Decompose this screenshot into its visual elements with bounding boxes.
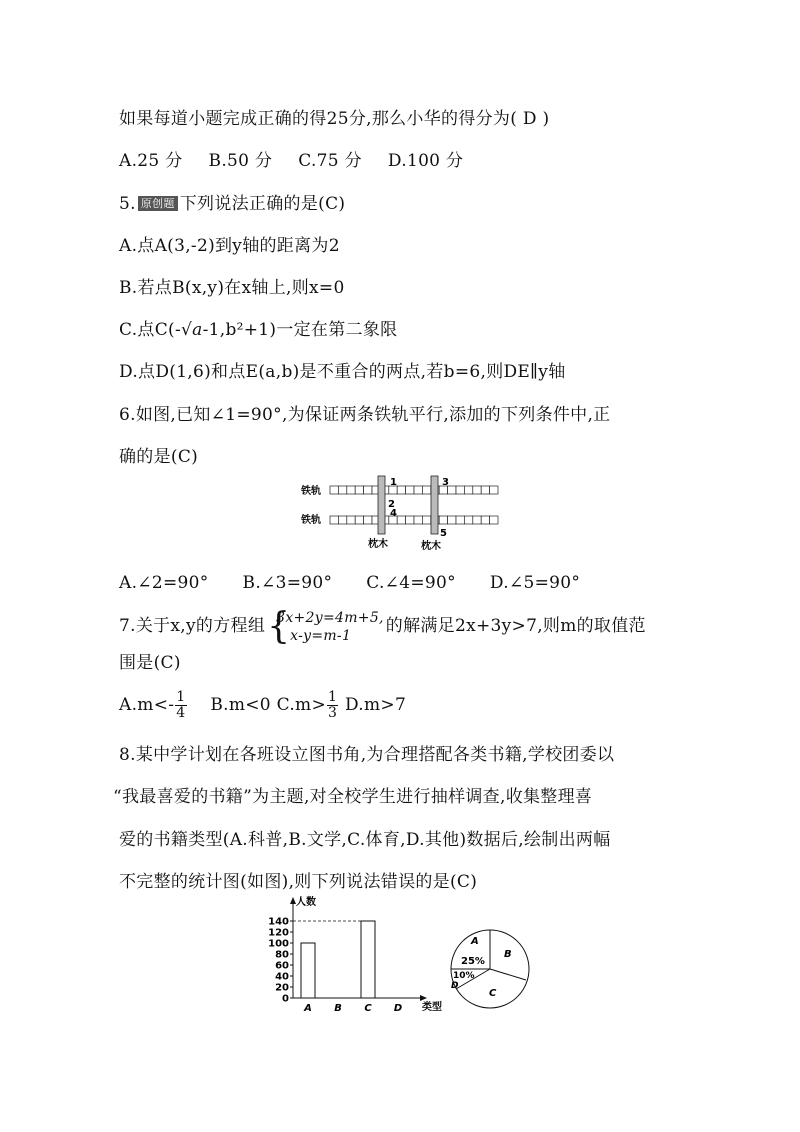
- q6-options: [119, 571, 606, 595]
- q5-stem-text: 下列说法正确的是(C): [179, 194, 346, 214]
- q7-stem-suffix: 的解满足2x+3y>7,则m的取值范: [385, 616, 646, 636]
- pie-value-d: 10%: [453, 971, 475, 981]
- pie-label-a: A: [471, 936, 479, 947]
- rail-segment: [422, 486, 430, 494]
- equation-2: x-y=m-1: [290, 627, 352, 644]
- q7-option-a: A.m<-: [119, 695, 175, 715]
- railway-figure: [300, 472, 505, 554]
- rail-bottom: [330, 516, 498, 524]
- q5-option-c-root: √a: [181, 320, 203, 340]
- rail-segment: [397, 486, 405, 494]
- rail-segment: [414, 516, 422, 524]
- rail-segment: [481, 486, 489, 494]
- rail-segment: [473, 486, 481, 494]
- q4-option-c: C.75 分: [298, 151, 362, 171]
- q8-stem-line1: 8.某中学计划在各班设立图书角,为合理搭配各类书籍,学校团委以: [119, 745, 615, 765]
- bar-chart: [262, 895, 452, 1013]
- q5-option-c: [119, 318, 397, 342]
- q7-stem-line1: [119, 606, 646, 646]
- rail-segment: [464, 516, 472, 524]
- rail-segment: [338, 516, 346, 524]
- sleeper-left: [378, 476, 385, 534]
- q8-stem-line4: 不完整的统计图(如图),则下列说法错误的是(C): [119, 872, 478, 892]
- rail-segment: [481, 516, 489, 524]
- sleeper-label-left: 枕木: [368, 539, 388, 550]
- q6-stem-line1: 6.如图,已知∠1=90°,为保证两条铁轨平行,添加的下列条件中,正: [119, 405, 611, 425]
- rail-segment: [364, 516, 372, 524]
- rail-segment: [490, 516, 498, 524]
- q5-stem: [119, 192, 345, 216]
- fraction-numerator: 1: [176, 689, 186, 705]
- y-axis-label: 人数: [296, 897, 316, 908]
- x-category-label: A: [304, 1003, 312, 1013]
- pie-label-c: C: [489, 988, 497, 999]
- q4-stem: 如果每道小题完成正确的得25分,那么小华的得分为( D ): [119, 109, 550, 129]
- q5-option-c-prefix: C.点C(-: [119, 320, 181, 340]
- angle-label-3: 3: [442, 477, 449, 488]
- y-tick-label: 20: [275, 982, 289, 994]
- brace-icon: {: [267, 605, 291, 647]
- q6-option-a: A.∠2=90°: [119, 573, 209, 593]
- y-tick-label: 60: [275, 960, 289, 972]
- x-category-label: C: [364, 1003, 372, 1013]
- q4-option-b: B.50 分: [208, 151, 273, 171]
- rail-segment: [364, 486, 372, 494]
- angle-label-2: 2: [388, 499, 395, 510]
- q4-option-a: A.25 分: [119, 151, 183, 171]
- q8-stem-line2: “我最喜爱的书籍”为主题,对全校学生进行抽样调查,收集整理喜: [113, 787, 593, 807]
- rail-segment: [439, 516, 447, 524]
- equation-1: 3x+2y=4m+5,: [276, 609, 384, 626]
- rail-segment: [347, 516, 355, 524]
- y-tick-label: 80: [275, 949, 289, 961]
- bars: [293, 921, 375, 998]
- fraction-denominator: 4: [176, 705, 186, 721]
- angle-label-5: 5: [440, 528, 447, 539]
- sleeper-label-right: 枕木: [421, 541, 441, 552]
- y-tick-label: 140: [268, 916, 289, 928]
- x-category-label: D: [393, 1003, 403, 1013]
- q8-stem-line3: 爱的书籍类型(A.科普,B.文学,C.体育,D.其他)数据后,绘制出两幅: [119, 830, 611, 850]
- q4-options: [119, 149, 489, 173]
- rail-segment: [330, 516, 338, 524]
- rail-segment: [456, 486, 464, 494]
- rail-segment: [456, 516, 464, 524]
- q5-option-c-suffix: -1,b²+1)一定在第二象限: [202, 320, 398, 340]
- y-tick-label: 0: [282, 993, 289, 1005]
- rail-segment: [490, 486, 498, 494]
- rail-segment: [473, 516, 481, 524]
- rail-segment: [355, 486, 363, 494]
- fraction-one-third: [327, 690, 338, 721]
- x-category-label: B: [334, 1003, 342, 1013]
- rail-top: [330, 486, 498, 494]
- pie-value-a: 25%: [461, 956, 485, 967]
- rail-segment: [414, 486, 422, 494]
- q5-option-b: B.若点B(x,y)在x轴上,则x=0: [119, 278, 345, 298]
- rail-segment: [347, 486, 355, 494]
- pie-label-d: D: [451, 981, 459, 991]
- x-axis-label: 类型: [422, 1002, 442, 1013]
- rail-segment: [330, 486, 338, 494]
- bar-C: [361, 921, 375, 998]
- sleeper-right: [431, 476, 438, 534]
- bar-A: [301, 943, 315, 998]
- rail-label-bottom: 铁轨: [301, 515, 321, 526]
- q7-options: [119, 688, 406, 722]
- q6-option-c: C.∠4=90°: [366, 573, 456, 593]
- q4-option-d: D.100 分: [387, 151, 464, 171]
- fraction-one-quarter: [175, 690, 186, 721]
- pie-chart: [443, 922, 538, 1017]
- x-categories: [303, 1003, 402, 1013]
- q7-option-b: B.m<0: [210, 695, 271, 715]
- angle-label-1: 1: [390, 477, 397, 488]
- q7-option-c: C.m>: [276, 695, 327, 715]
- fraction-denominator: 3: [328, 705, 338, 721]
- x-axis-arrow-icon: [420, 995, 427, 1001]
- pie-label-b: B: [504, 949, 512, 960]
- rail-segment: [338, 486, 346, 494]
- original-question-badge: 原创题: [138, 196, 178, 211]
- y-tick-label: 100: [268, 938, 289, 950]
- q6-option-b: B.∠3=90°: [242, 573, 333, 593]
- q7-stem-prefix: 7.关于x,y的方程组: [119, 616, 266, 636]
- rail-segment: [422, 516, 430, 524]
- rail-segment: [464, 486, 472, 494]
- y-tick-label: 40: [275, 971, 289, 983]
- q5-option-a: A.点A(3,-2)到y轴的距离为2: [119, 236, 340, 256]
- q5-option-d: D.点D(1,6)和点E(a,b)是不重合的两点,若b=6,则DE∥y轴: [119, 362, 566, 382]
- y-ticks: [268, 917, 293, 1005]
- q7-option-d: D.m>7: [344, 695, 407, 715]
- rail-segment: [406, 516, 414, 524]
- rail-segment: [406, 486, 414, 494]
- rail-segment: [355, 516, 363, 524]
- angle-label-4: 4: [390, 508, 397, 519]
- rail-label-top: 铁轨: [301, 486, 321, 497]
- q6-option-d: D.∠5=90°: [489, 573, 581, 593]
- q5-number: 5.: [119, 194, 136, 214]
- y-tick-label: 120: [268, 927, 289, 939]
- equation-system: [267, 605, 384, 647]
- q7-stem-line2: 围是(C): [119, 653, 181, 673]
- rail-segment: [397, 516, 405, 524]
- rail-segment: [448, 516, 456, 524]
- fraction-numerator: 1: [328, 689, 338, 705]
- q6-stem-line2: 确的是(C): [119, 447, 199, 467]
